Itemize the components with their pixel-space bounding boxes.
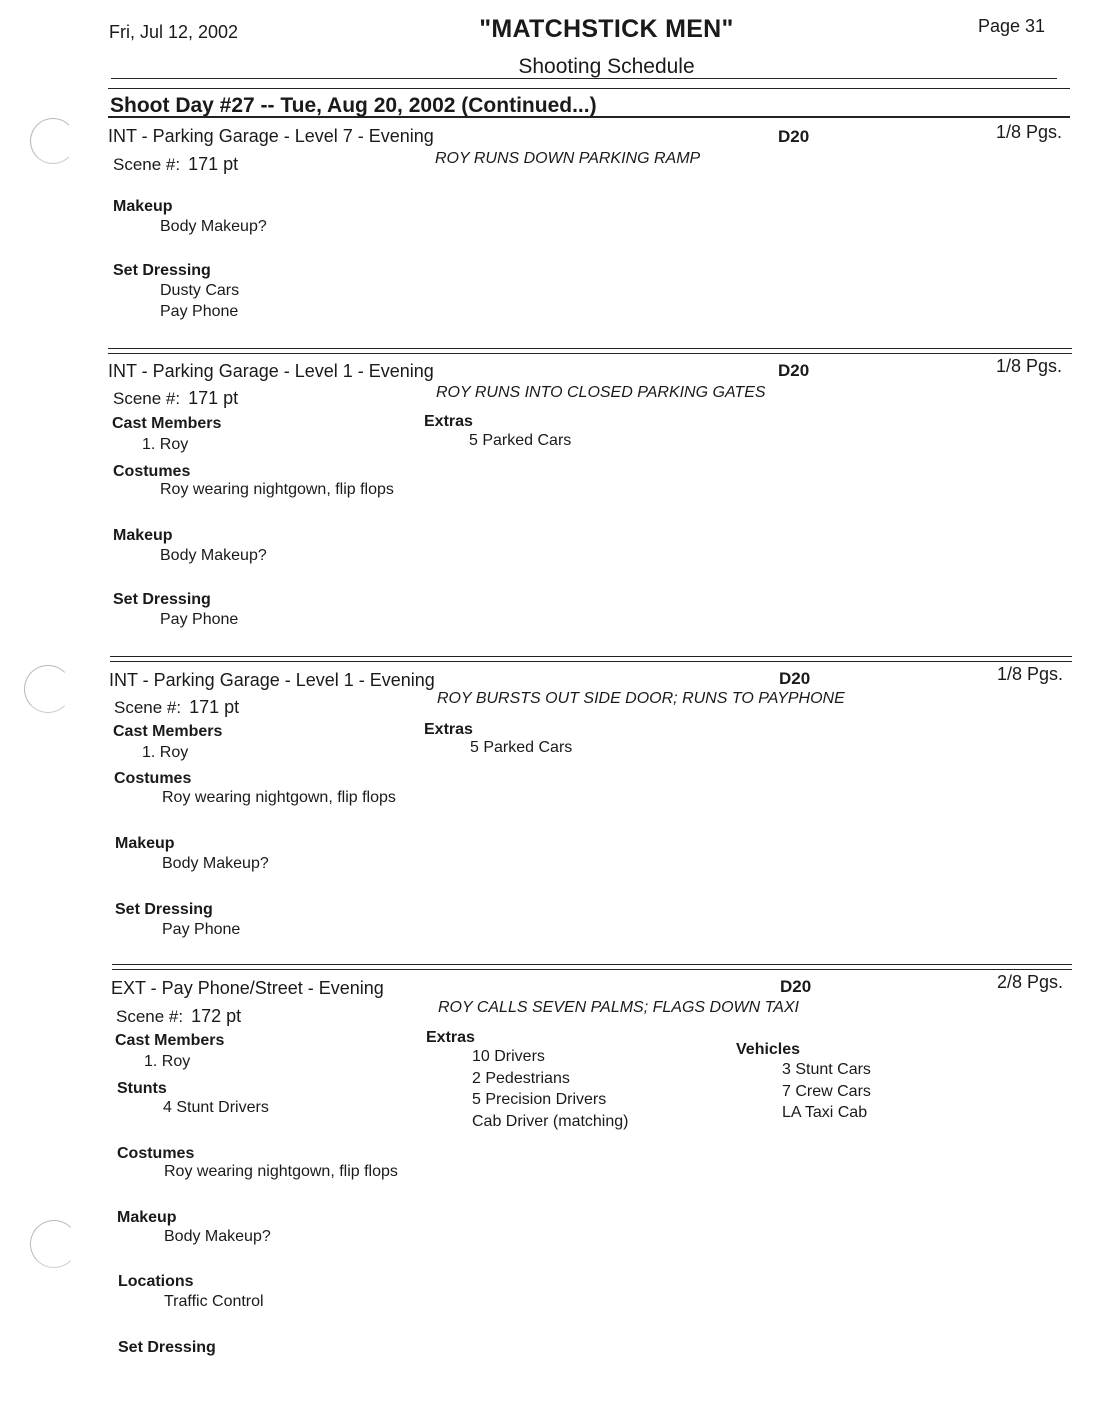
extras-item: 2 Pedestrians xyxy=(472,1070,570,1087)
scene-heading: INT - Parking Garage - Level 1 - Evening xyxy=(108,361,434,381)
vehicle-item: 7 Crew Cars xyxy=(782,1083,871,1100)
scene-number xyxy=(113,154,238,175)
set-dressing-label: Set Dressing xyxy=(113,262,211,279)
locations-label: Locations xyxy=(118,1273,194,1290)
scene-heading: EXT - Pay Phone/Street - Evening xyxy=(111,978,384,998)
costumes-label: Costumes xyxy=(113,463,191,480)
cast-members-label: Cast Members xyxy=(112,415,222,432)
page-count: 1/8 Pgs. xyxy=(997,664,1064,684)
day-number: D20 xyxy=(778,127,810,146)
day-number: D20 xyxy=(779,669,811,688)
set-dressing-label: Set Dressing xyxy=(113,591,211,608)
scene-number-label: Scene #: xyxy=(113,155,181,174)
scene-divider xyxy=(112,964,1072,965)
shoot-day-rule xyxy=(108,116,1070,118)
stunt-item: 4 Stunt Drivers xyxy=(163,1099,269,1116)
scene-number-label: Scene #: xyxy=(114,698,182,717)
shoot-day-title: Shoot Day #27 -- Tue, Aug 20, 2002 (Continued...) xyxy=(110,94,597,117)
scene-description: ROY RUNS DOWN PARKING RAMP xyxy=(435,150,701,167)
cast-member: 1. Roy xyxy=(142,744,189,761)
makeup-item: Body Makeup? xyxy=(160,547,267,564)
scene-heading: INT - Parking Garage - Level 1 - Evening xyxy=(109,670,435,690)
scene-heading: INT - Parking Garage - Level 7 - Evening xyxy=(108,126,434,146)
page-count: 1/8 Pgs. xyxy=(996,122,1063,142)
hole-punch-mark xyxy=(24,665,72,713)
vehicle-item: LA Taxi Cab xyxy=(782,1104,868,1121)
page-number: Page 31 xyxy=(978,16,1046,36)
makeup-label: Makeup xyxy=(115,835,175,852)
scene-divider xyxy=(110,661,1072,662)
vehicle-item: 3 Stunt Cars xyxy=(782,1061,871,1078)
scene-number-value: 171 pt xyxy=(188,154,239,174)
scene-divider xyxy=(112,969,1072,970)
scene-divider xyxy=(110,656,1072,657)
makeup-label: Makeup xyxy=(113,198,173,215)
extras-label: Extras xyxy=(424,721,473,738)
makeup-label: Makeup xyxy=(117,1209,177,1226)
vehicles-label: Vehicles xyxy=(736,1041,801,1058)
print-date: Fri, Jul 12, 2002 xyxy=(109,22,239,42)
extras-item: 5 Parked Cars xyxy=(470,739,573,756)
scene-description: ROY RUNS INTO CLOSED PARKING GATES xyxy=(436,384,766,401)
costumes-label: Costumes xyxy=(114,770,192,787)
makeup-item: Body Makeup? xyxy=(160,218,267,235)
extras-item: Cab Driver (matching) xyxy=(472,1113,629,1130)
cast-member: 1. Roy xyxy=(142,436,189,453)
set-dressing-label: Set Dressing xyxy=(118,1339,216,1356)
scene-number xyxy=(113,388,238,409)
set-dressing-item: Pay Phone xyxy=(160,611,239,628)
stunts-label: Stunts xyxy=(117,1080,167,1097)
scene-divider xyxy=(108,353,1072,354)
page-count: 2/8 Pgs. xyxy=(997,972,1064,992)
makeup-item: Body Makeup? xyxy=(162,855,269,872)
scene-number xyxy=(116,1006,241,1027)
extras-item: 5 Precision Drivers xyxy=(472,1091,607,1108)
costumes-label: Costumes xyxy=(117,1145,195,1162)
day-number: D20 xyxy=(778,361,810,380)
document-subtitle: Shooting Schedule xyxy=(518,55,695,78)
day-number: D20 xyxy=(780,977,812,996)
scene-description: ROY BURSTS OUT SIDE DOOR; RUNS TO PAYPHONE xyxy=(437,690,845,707)
set-dressing-label: Set Dressing xyxy=(115,901,213,918)
costume-item: Roy wearing nightgown, flip flops xyxy=(160,481,394,498)
makeup-label: Makeup xyxy=(113,527,173,544)
set-dressing-item: Pay Phone xyxy=(160,303,239,320)
scene-description: ROY CALLS SEVEN PALMS; FLAGS DOWN TAXI xyxy=(438,999,799,1016)
makeup-item: Body Makeup? xyxy=(164,1228,271,1245)
cast-members-label: Cast Members xyxy=(115,1032,225,1049)
scene-number xyxy=(114,697,239,718)
hole-punch-mark xyxy=(30,1220,78,1268)
scene-number-label: Scene #: xyxy=(113,389,181,408)
extras-label: Extras xyxy=(424,413,473,430)
cast-members-label: Cast Members xyxy=(113,723,223,740)
location-item: Traffic Control xyxy=(164,1293,264,1310)
scene-number-label: Scene #: xyxy=(116,1007,184,1026)
header-rule xyxy=(108,88,1070,89)
cast-member: 1. Roy xyxy=(144,1053,191,1070)
costume-item: Roy wearing nightgown, flip flops xyxy=(164,1163,398,1180)
header-rule xyxy=(111,78,1057,79)
hole-punch-mark xyxy=(30,118,76,164)
costume-item: Roy wearing nightgown, flip flops xyxy=(162,789,396,806)
set-dressing-item: Dusty Cars xyxy=(160,282,240,299)
scene-number-value: 172 pt xyxy=(191,1006,242,1026)
scene-number-value: 171 pt xyxy=(189,697,240,717)
extras-label: Extras xyxy=(426,1029,475,1046)
extras-item: 5 Parked Cars xyxy=(469,432,572,449)
scene-number-value: 171 pt xyxy=(188,388,239,408)
extras-item: 10 Drivers xyxy=(472,1048,545,1065)
set-dressing-item: Pay Phone xyxy=(162,921,241,938)
page-count: 1/8 Pgs. xyxy=(996,356,1063,376)
document-title: "MATCHSTICK MEN" xyxy=(479,15,734,43)
scene-divider xyxy=(108,348,1072,349)
